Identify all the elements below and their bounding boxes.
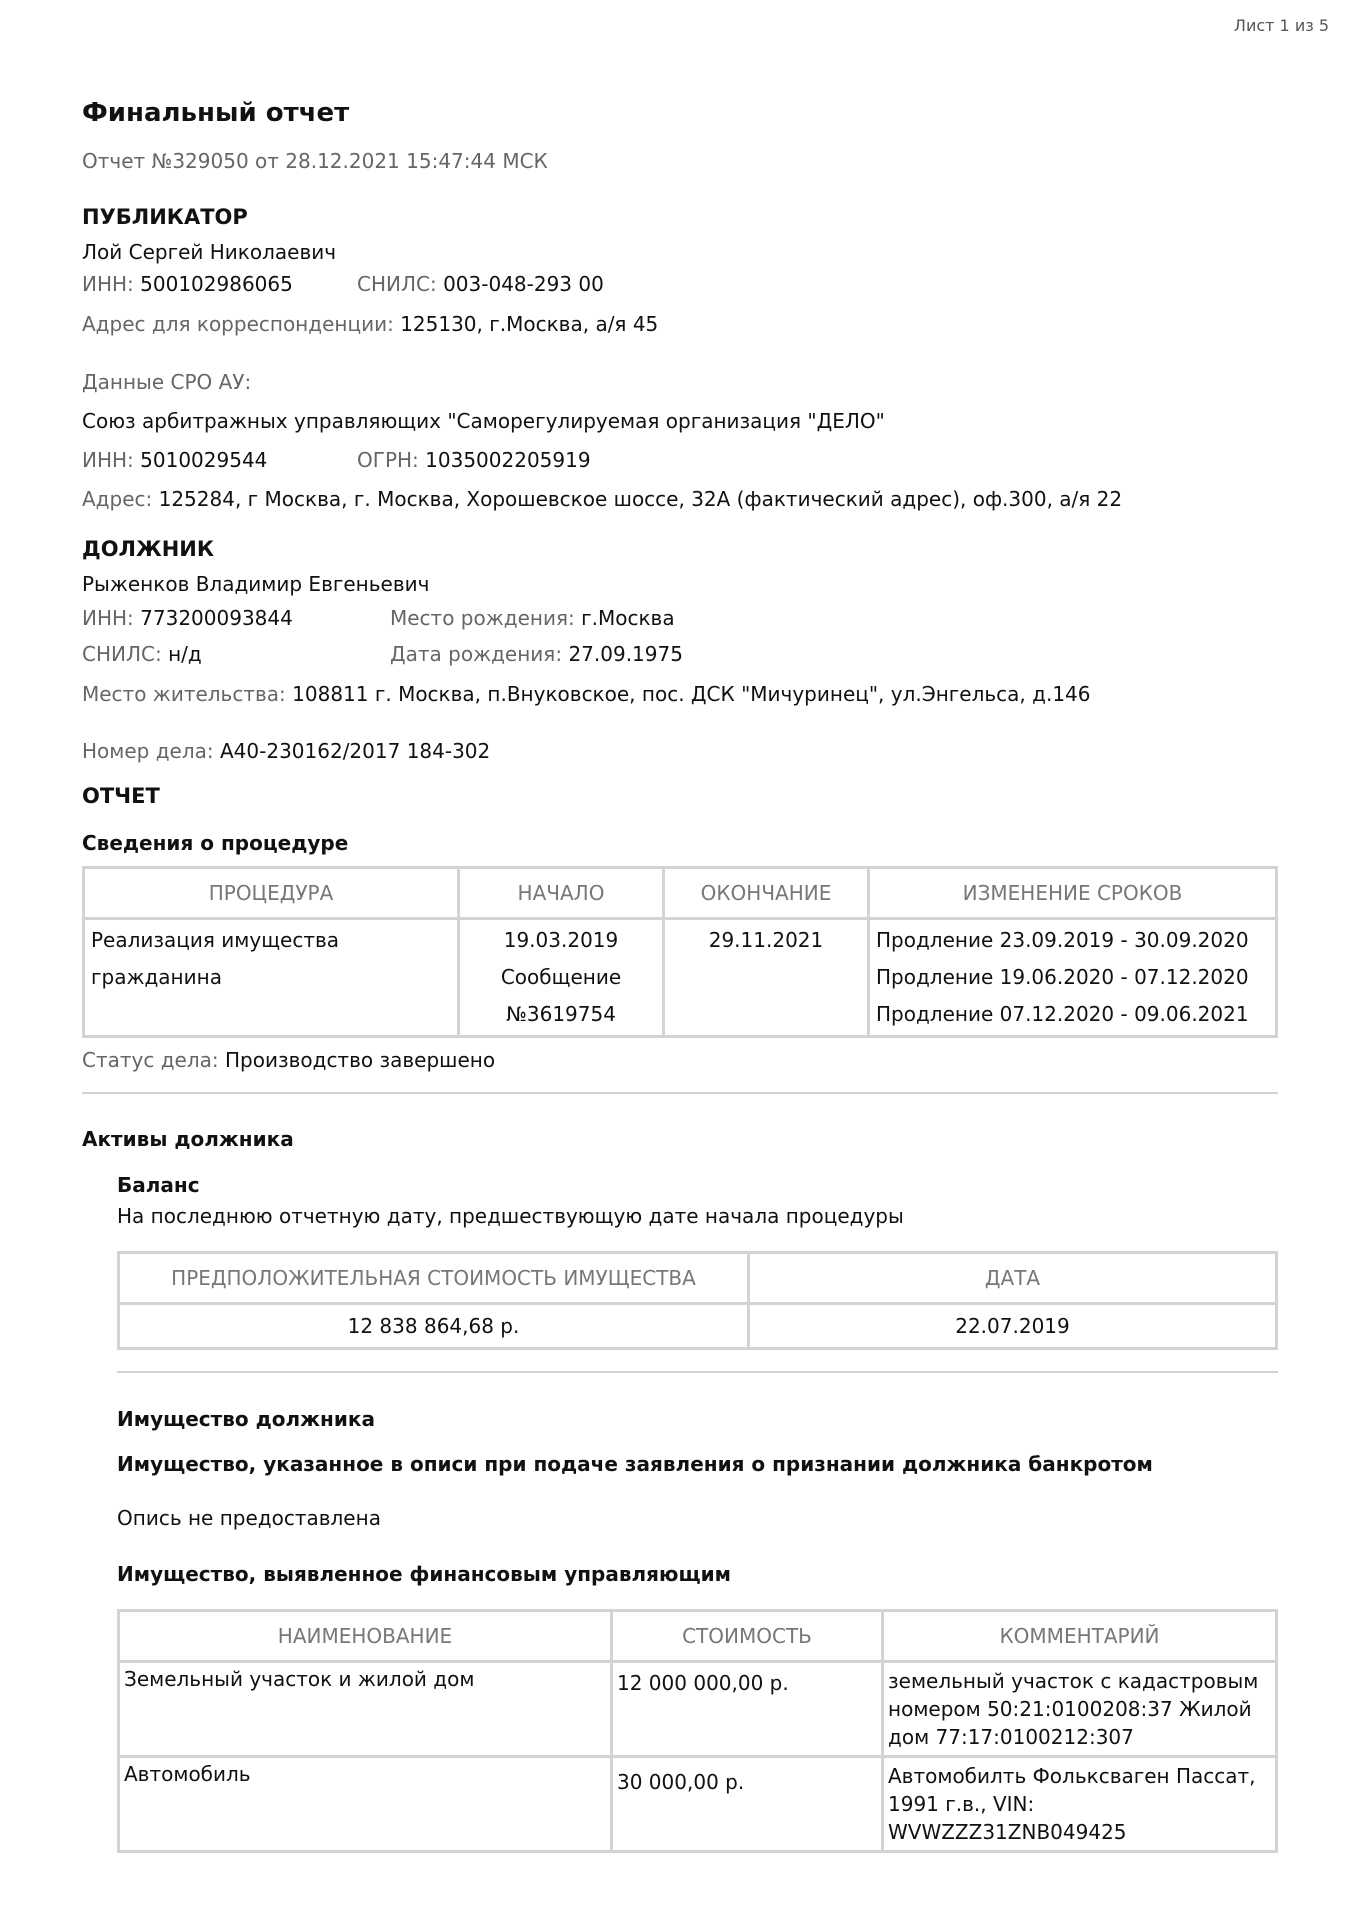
procedure-cell <box>84 919 459 1037</box>
table-header-row <box>84 868 1277 919</box>
comment-cell <box>883 1662 1277 1757</box>
col-end: ОКОНЧАНИЕ <box>664 868 869 919</box>
report-heading: ОТЧЕТ <box>82 784 160 808</box>
inventory-heading: Имущество, указанное в описи при подаче заявления о признании должника банкротом <box>117 1452 1153 1476</box>
comment-cell <box>883 1757 1277 1852</box>
publisher-heading: ПУБЛИКАТОР <box>82 205 248 229</box>
comment-line: дом 77:17:0100212:307 <box>888 1725 1134 1749</box>
inn-value: 773200093844 <box>140 606 293 630</box>
sro-name: Союз арбитражных управляющих "Саморегулируемая организация "ДЕЛО" <box>82 409 885 433</box>
cost-cell: 12 000 000,00 р. <box>612 1662 883 1757</box>
col-comment: КОММЕНТАРИЙ <box>883 1611 1277 1662</box>
inn-label: ИНН: <box>82 606 134 630</box>
procedure-line: гражданина <box>91 965 222 989</box>
table-row <box>119 1662 1277 1757</box>
table-header-row <box>119 1611 1277 1662</box>
change-item: Продление 07.12.2020 - 09.06.2021 <box>876 1002 1249 1026</box>
inventory-note: Опись не предоставлена <box>117 1506 381 1530</box>
col-date: ДАТА <box>749 1253 1277 1304</box>
debtor-snils-row <box>82 642 202 666</box>
comment-line: Автомобилть Фольксваген Пассат, <box>888 1764 1256 1788</box>
debtor-birthdate-row <box>390 642 683 666</box>
end-cell: 29.11.2021 <box>664 919 869 1037</box>
birthplace-label: Место рождения: <box>390 606 575 630</box>
debtor-inn-row <box>82 606 293 630</box>
col-estimated-value: ПРЕДПОЛОЖИТЕЛЬНАЯ СТОИМОСТЬ ИМУЩЕСТВА <box>119 1253 749 1304</box>
table-header-row <box>119 1253 1277 1304</box>
debtor-name: Рыженков Владимир Евгеньевич <box>82 572 430 596</box>
estimated-value-cell: 12 838 864,68 р. <box>119 1304 749 1349</box>
changes-cell <box>869 919 1277 1037</box>
start-message-label: Сообщение <box>500 965 622 989</box>
address-label: Адрес для корреспонденции: <box>82 312 394 336</box>
inn-label: ИНН: <box>82 272 134 296</box>
cost-cell: 30 000,00 р. <box>612 1757 883 1852</box>
debtor-heading: ДОЛЖНИК <box>82 537 215 561</box>
col-procedure: ПРОЦЕДУРА <box>84 868 459 919</box>
ogrn-value: 1035002205919 <box>425 448 591 472</box>
inn-label: ИНН: <box>82 448 134 472</box>
page-title: Финальный отчет <box>82 98 350 128</box>
start-message-number: №3619754 <box>506 1002 616 1026</box>
change-item: Продление 19.06.2020 - 07.12.2020 <box>876 965 1249 989</box>
assets-heading: Активы должника <box>82 1127 294 1151</box>
ogrn-label: ОГРН: <box>357 448 419 472</box>
comment-line: номером 50:21:0100208:37 Жилой <box>888 1697 1252 1721</box>
name-cell: Земельный участок и жилой дом <box>119 1662 612 1757</box>
case-status-row <box>82 1048 495 1072</box>
birthdate-value: 27.09.1975 <box>568 642 683 666</box>
start-date: 19.03.2019 <box>503 928 619 952</box>
case-number-row <box>82 739 490 763</box>
address-value: 125130, г.Москва, а/я 45 <box>400 312 659 336</box>
publisher-name: Лой Сергей Николаевич <box>82 240 337 264</box>
status-label: Статус дела: <box>82 1048 219 1072</box>
col-cost: СТОИМОСТЬ <box>612 1611 883 1662</box>
procedure-table <box>82 866 1278 1038</box>
found-heading: Имущество, выявленное финансовым управляющим <box>117 1562 731 1586</box>
sro-label: Данные СРО АУ: <box>82 370 252 394</box>
residence-label: Место жительства: <box>82 682 286 706</box>
inn-value: 5010029544 <box>140 448 268 472</box>
sro-inn-row <box>82 448 267 472</box>
report-subtitle: Отчет №329050 от 28.12.2021 15:47:44 МСК <box>82 149 548 173</box>
snils-value: 003-048-293 00 <box>443 272 604 296</box>
publisher-inn-row <box>82 272 293 296</box>
address-label: Адрес: <box>82 487 153 511</box>
birthdate-label: Дата рождения: <box>390 642 563 666</box>
change-item: Продление 23.09.2019 - 30.09.2020 <box>876 928 1249 952</box>
col-changes: ИЗМЕНЕНИЕ СРОКОВ <box>869 868 1277 919</box>
balance-heading: Баланс <box>117 1173 200 1197</box>
case-value: А40-230162/2017 184-302 <box>220 739 491 763</box>
inn-value: 500102986065 <box>140 272 293 296</box>
table-row <box>119 1757 1277 1852</box>
balance-table <box>117 1251 1278 1350</box>
debtor-birthplace-row <box>390 606 675 630</box>
procedure-line: Реализация имущества <box>91 928 340 952</box>
sro-address-row <box>82 487 1122 511</box>
found-property-table <box>117 1609 1278 1853</box>
residence-value: 108811 г. Москва, п.Внуковское, пос. ДСК "Мичуринец", ул.Энгельса, д.146 <box>292 682 1091 706</box>
address-value: 125284, г Москва, г. Москва, Хорошевское шоссе, 32А (фактический адрес), оф.300, а/я 22 <box>158 487 1123 511</box>
col-start: НАЧАЛО <box>459 868 664 919</box>
snils-label: СНИЛС: <box>357 272 437 296</box>
date-cell: 22.07.2019 <box>749 1304 1277 1349</box>
table-row <box>84 919 1277 1037</box>
snils-label: СНИЛС: <box>82 642 162 666</box>
divider <box>117 1371 1278 1373</box>
snils-value: н/д <box>168 642 202 666</box>
property-heading: Имущество должника <box>117 1407 375 1431</box>
sro-ogrn-row <box>357 448 591 472</box>
sheet-counter: Лист 1 из 5 <box>1233 16 1329 35</box>
comment-line: земельный участок с кадастровым <box>888 1669 1259 1693</box>
publisher-snils-row <box>357 272 604 296</box>
status-value: Производство завершено <box>224 1048 496 1072</box>
table-row <box>119 1304 1277 1349</box>
publisher-address-row <box>82 312 658 336</box>
divider <box>82 1092 1278 1094</box>
procedure-heading: Сведения о процедуре <box>82 831 349 855</box>
comment-line: 1991 г.в., VIN: WVWZZZ31ZNB049425 <box>888 1792 1127 1844</box>
start-cell <box>459 919 664 1037</box>
name-cell: Автомобиль <box>119 1757 612 1852</box>
col-name: НАИМЕНОВАНИЕ <box>119 1611 612 1662</box>
balance-note: На последнюю отчетную дату, предшествующую дате начала процедуры <box>117 1204 904 1228</box>
debtor-residence-row <box>82 682 1091 706</box>
birthplace-value: г.Москва <box>581 606 675 630</box>
case-label: Номер дела: <box>82 739 214 763</box>
